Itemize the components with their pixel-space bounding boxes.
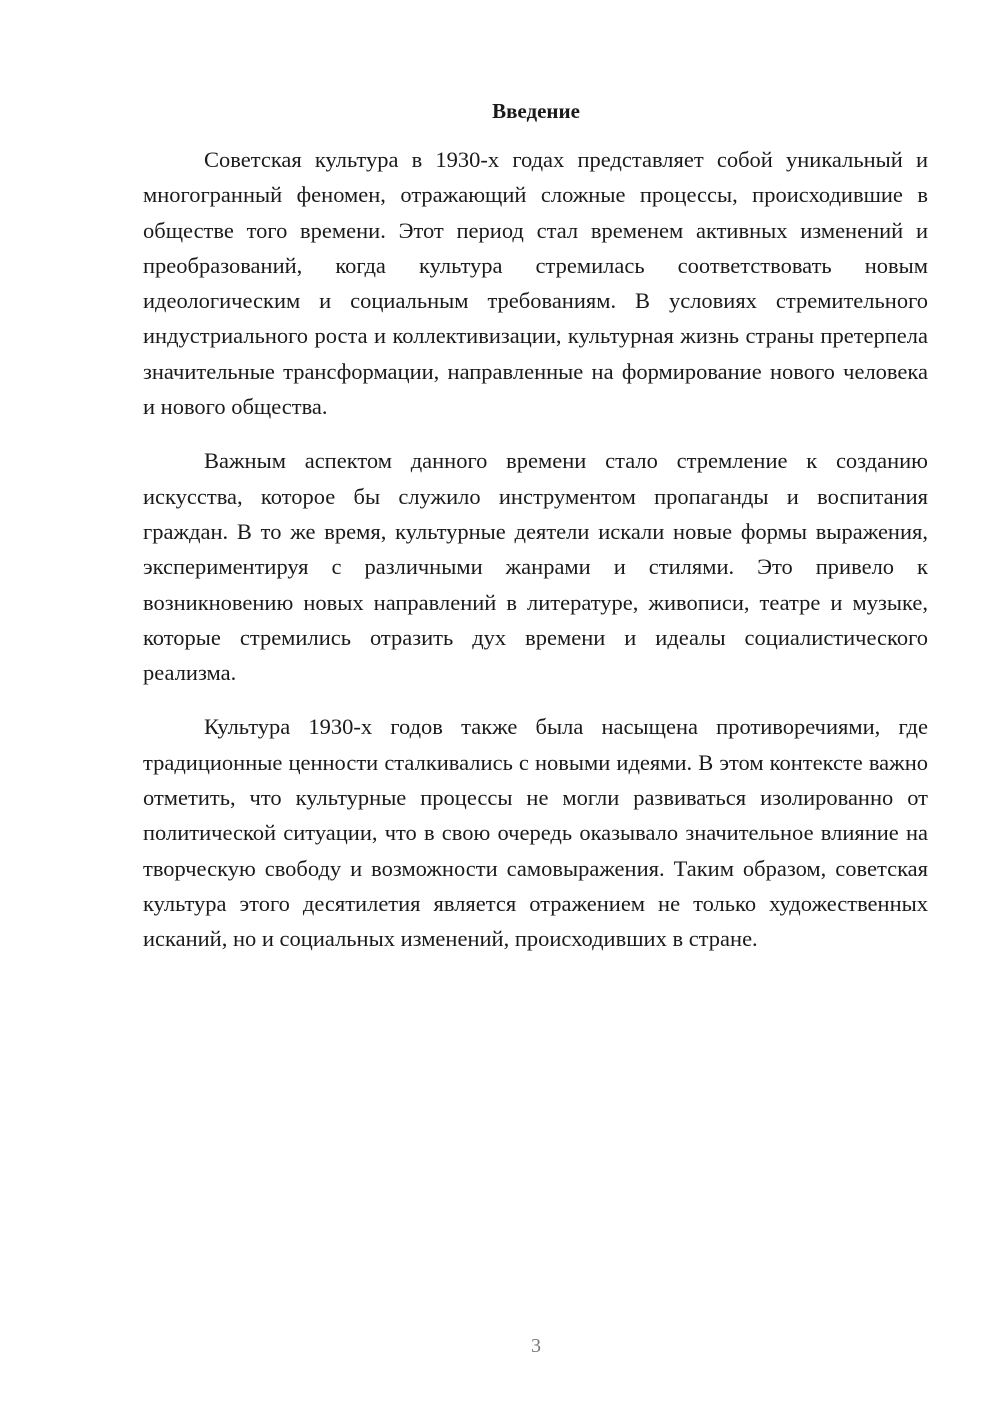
paragraph-1: Советская культура в 1930-х годах представляет собой уникальный и многогранный феномен, отражающий сложные процессы, происходившие в обществе того времени. Этот период стал временем активных изменений и преобразований, когда культура стремилась соответствовать новым идеологическим и социальным требованиям. В условиях стремительного индустриального роста и коллективизации, культурная жизнь страны претерпела значительные трансформации, направленные на формирование нового человека и нового общества. [143, 147, 928, 420]
section-heading: Введение [492, 99, 580, 123]
paragraph-2: Важным аспектом данного времени стало стремление к созданию искусства, которое бы служило инструментом пропаганды и воспитания граждан. В то же время, культурные деятели искали новые формы выражения, экспериментируя с различными жанрами и стилями. Это привело к возникновению новых направлений в литературе, живописи, театре и музыке, которые стремились отразить дух времени и идеалы социалистического реализма. [143, 448, 928, 686]
page-number: 3 [531, 1335, 541, 1357]
paragraph-3: Культура 1930-х годов также была насыщена противоречиями, где традиционные ценности сталкивались с новыми идеями. В этом контексте важно отметить, что культурные процессы не могли развиваться изолированно от политической ситуации, что в свою очередь оказывало значительное влияние на творческую свободу и возможности самовыражения. Таким образом, советская культура этого десятилетия является отражением не только художественных исканий, но и социальных изменений, происходивших в стране. [143, 714, 928, 952]
body-text [143, 142, 928, 957]
